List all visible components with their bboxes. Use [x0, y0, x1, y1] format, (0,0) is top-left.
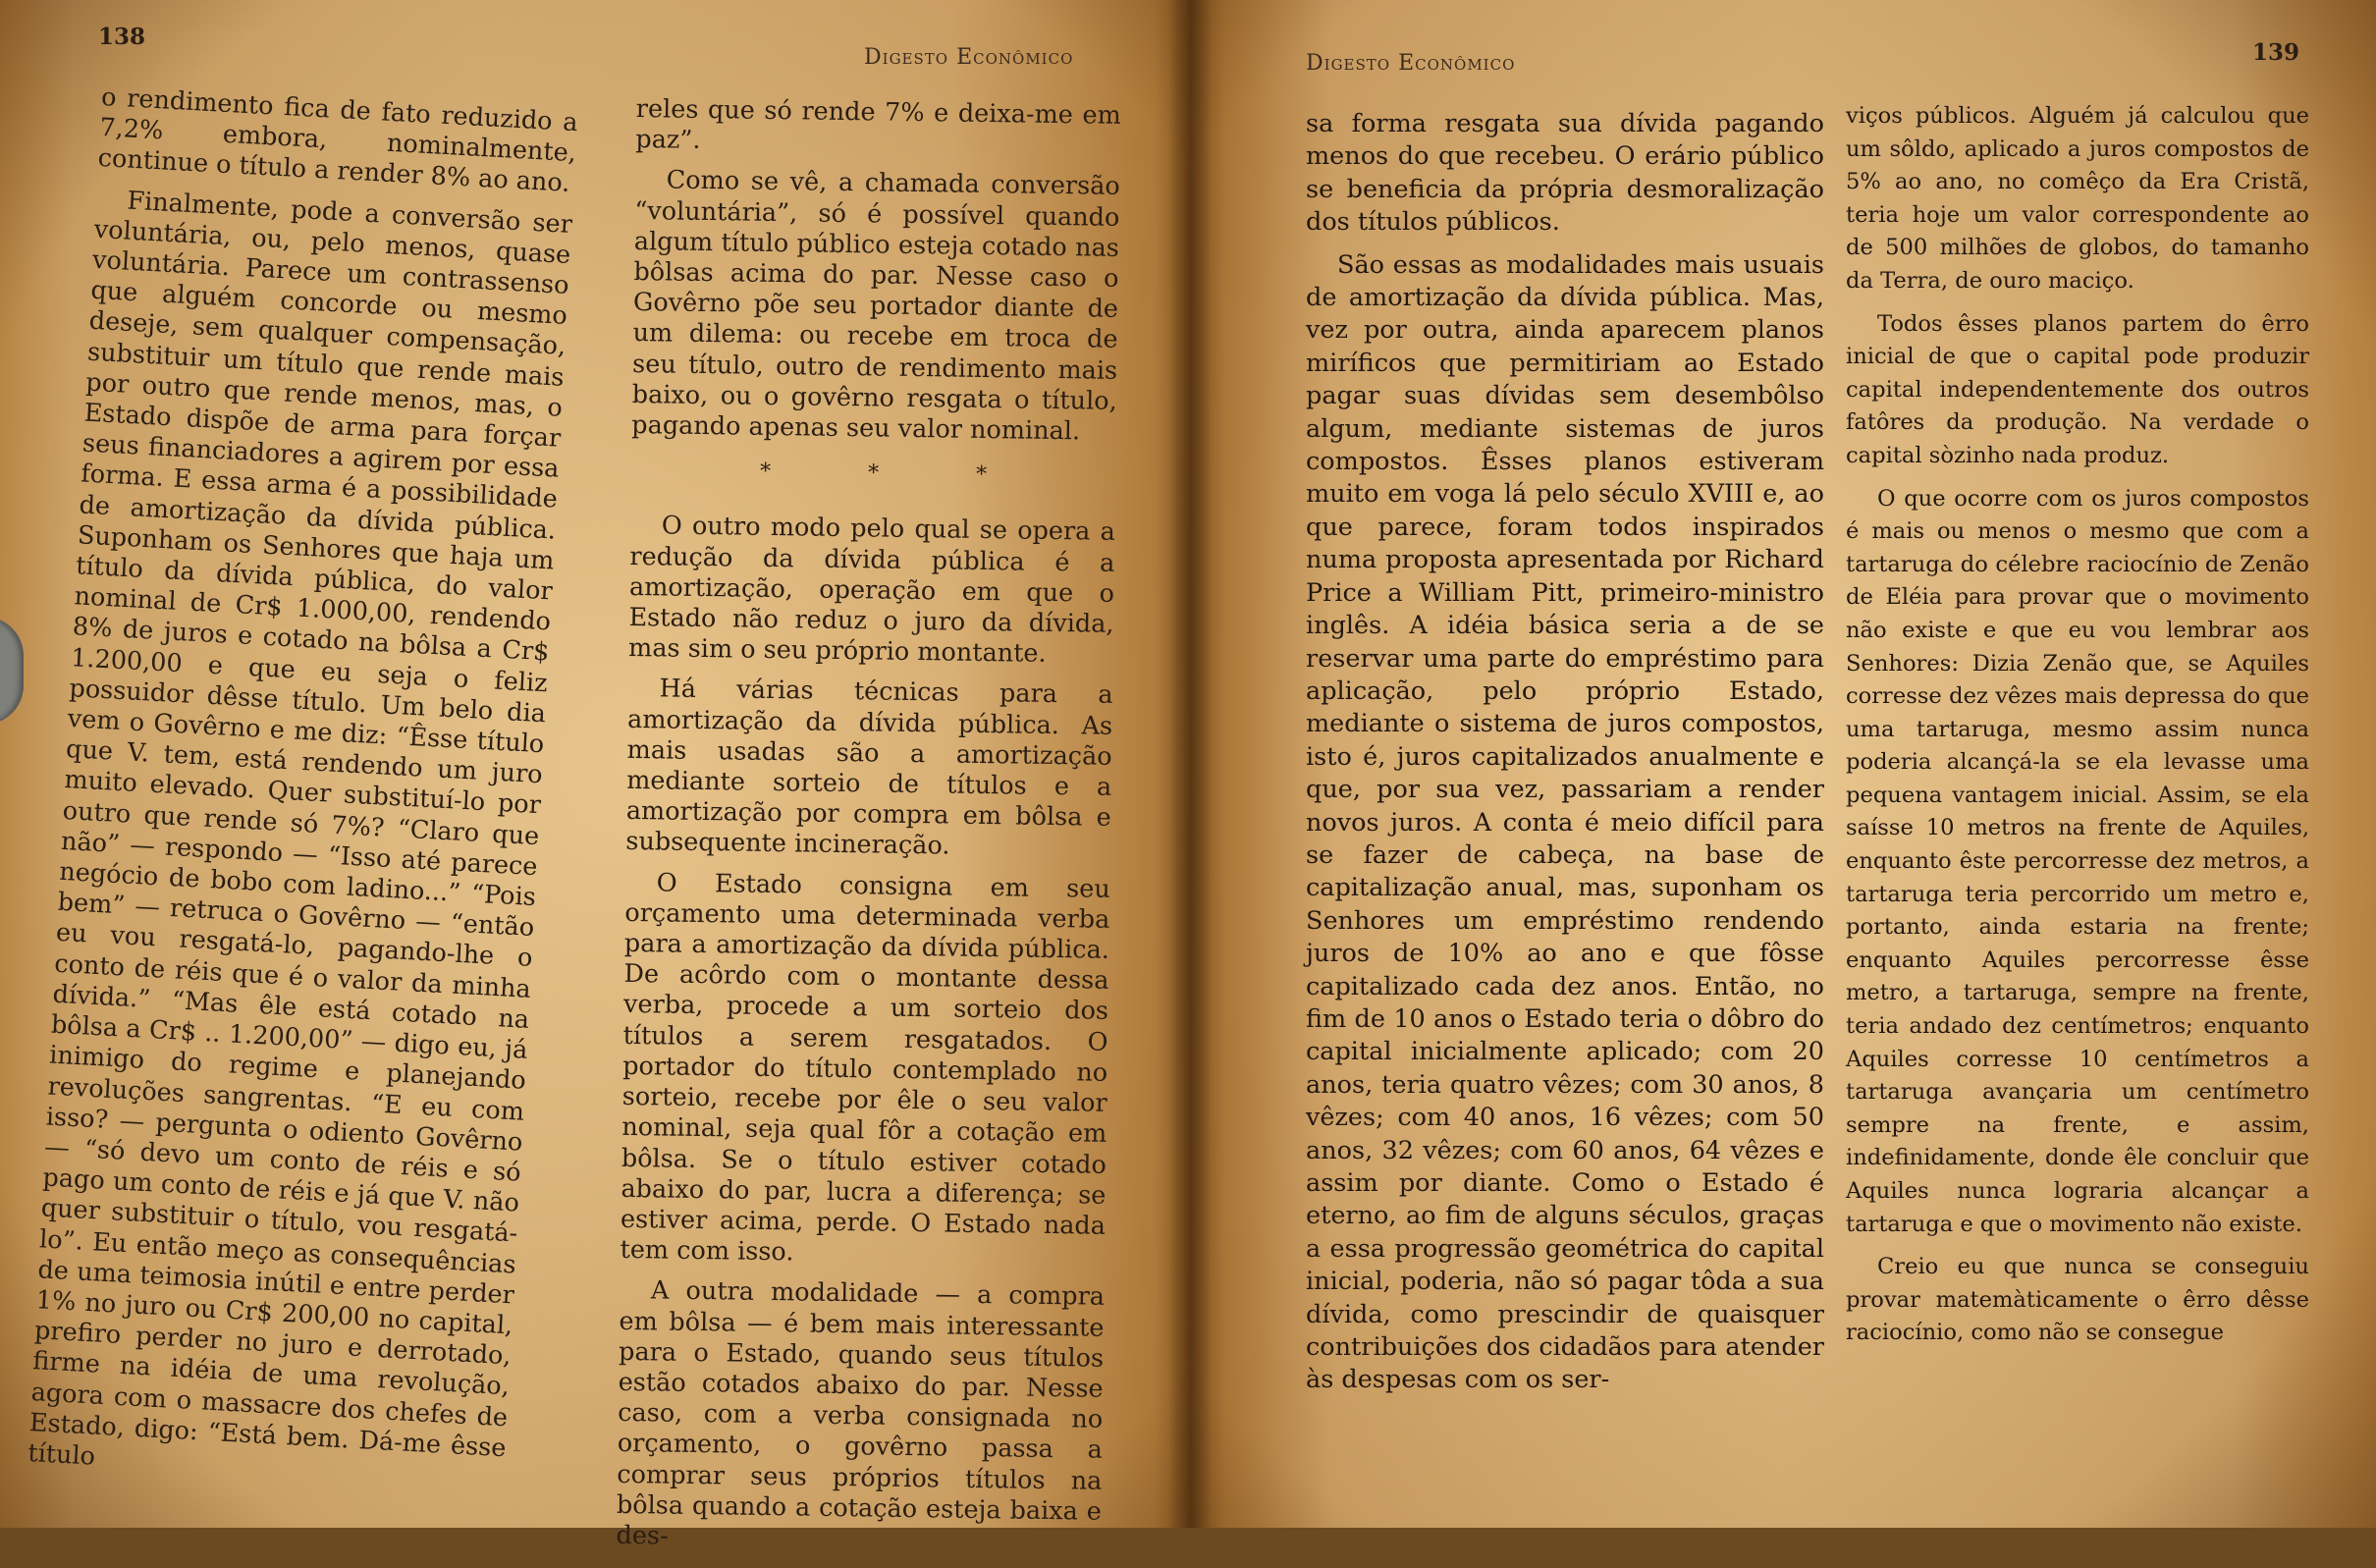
left-page-column-2	[616, 94, 1121, 1568]
paragraph: Finalmente, pode a conversão ser voluntária, ou, pelo menos, quase voluntária. Parece um contrassenso que alguém concorde ou mesmo deseje, sem qualquer compensação, substituir um título que rende mais por outro que rende menos, mas, o Estado dispõe de arma para forçar seus financiadores a agirem por essa forma. E essa arma é a possibilidade de amortização da dívida pública. Suponham os Senhores que haja um título da dívida pública, do valor nominal de Cr$ 1.000,00, rendendo 8% de juros e cotado na bôlsa a Cr$ 1.200,00 e que eu seja o feliz possuidor dêsse título. Um belo dia vem o Govêrno e me diz: “Êsse título que V. tem, está rendendo um juro muito elevado. Quer substituí-lo por outro que rende só 7%? “Claro que não” — respondo — “Isso até parece negócio de bobo com ladino...” “Pois bem” — retruca o Govêrno — “então eu vou resgatá-lo, pagando-lhe o conto de réis que é o valor da minha dívida.” “Mas êle está cotado na bôlsa a Cr$ .. 1.200,00” — digo eu, já inimigo do regime e planejando revoluções sangrentas. “E eu com isso? — pergunta o odiento Govêrno — “só devo um conto de réis e só pago um conto de réis e já que V. não quer substituir o título, vou resgatá-lo”. Eu então meço as consequências de uma teimosia inútil e entre perder 1% no juro ou Cr$ 200,00 no capital, prefiro perder no juro e derrotado, firme na idéia de uma revolução, agora com o massacre dos chefes de Estado, digo: “Está bem. Dá-me êsse título	[27, 186, 573, 1472]
running-head-right: Digesto Econômico	[1306, 51, 1516, 76]
paragraph: reles que só rende 7% e deixa-me em paz”.	[635, 94, 1121, 156]
paragraph: sa forma resgata sua dívida pagando menos do que recebeu. O erário público se beneficia da própria desmoralização dos títulos públicos.	[1306, 109, 1824, 238]
page-tab-marker	[0, 617, 24, 725]
paragraph: Creio eu que nunca se conseguiu provar matemàticamente o êrro dêsse raciocínio, como não se consegue	[1846, 1254, 2309, 1346]
right-page-column-1	[1306, 108, 1824, 1407]
left-page-column-1	[27, 82, 578, 1504]
paragraph: o rendimento fica de fato reduzido a 7,2% embora, nominalmente, continue o título a render 8% ao ano.	[97, 82, 579, 199]
running-head-left: Digesto Econômico	[864, 45, 1074, 70]
paragraph: A outra modalidade — a compra em bôlsa — é bem mais interessante para o Estado, quando seus títulos estão cotados abaixo do par. Nesse caso, com a verba consignada no orçamento, o govêrno passa a comprar seus próprios títulos na bôlsa quando a cotação esteja baixa e des-	[616, 1275, 1106, 1551]
page-number-right: 139	[2252, 39, 2300, 66]
paragraph: O outro modo pelo qual se opera a redução da dívida pública é a amortização, operação em que o Estado não reduz o juro da dívida, mas sim o seu próprio montante.	[627, 511, 1116, 670]
page-number-left: 138	[98, 24, 146, 50]
left-page	[0, 0, 1190, 1551]
paragraph: Todos êsses planos partem do êrro inicial de que o capital pode produzir capital independentemente dos outros fatôres da produção. Na verdade o capital sòzinho nada produz.	[1846, 310, 2309, 468]
paragraph: São essas as modalidades mais usuais de amortização da dívida pública. Mas, vez por outra, ainda aparecem planos miríficos que permitiriam ao Estado pagar suas dívidas sem desembôlso algum, mediante sistemas de juros compostos. Êsses planos estiveram muito em voga lá pelo século XVIII e, ao que parece, foram todos inspirados numa proposta apresentada por Richard Price a William Pitt, primeiro-ministro inglês. A idéia básica seria a de se reservar uma parte do empréstimo para aplicação, pelo próprio Estado, mediante o sistema de juros compostos, isto é, juros capitalizados anualmente e que, por sua vez, passariam a render novos juros. A conta é meio difícil para se fazer de cabeça, na base de capitalização anual, mas, suponham os Senhores um empréstimo rendendo juros de 10% ao ano e que fôsse capitalizado cada dez anos. Então, no fim de 10 anos o Estado teria o dôbro do capital inicialmente aplicado; com 20 anos, teria quatro vêzes; com 30 anos, 8 vêzes; com 40 anos, 16 vêzes; com 50 anos, 32 vêzes; com 60 anos, 64 vêzes e assim por diante. Como o Estado é eterno, ao fim de alguns séculos, graças a essa progressão geométrica do capital inicial, poderia, não só pagar tôda a sua dívida, como prescindir de quaisquer contribuições dos cidadãos para atender às despesas com os ser-	[1306, 249, 1824, 1395]
paragraph: O Estado consigna em seu orçamento uma determinada verba para a amortização da dívida pública. De acôrdo com o montante dessa verba, procede a um sorteio dos títulos a serem resgatados. O portador do título contemplado no sorteio, recebe por êle o seu valor nominal, seja qual fôr a cotação em bôlsa. Se o título estiver cotado abaixo do par, lucra a diferença; se estiver acima, perde. O Estado nada tem com isso.	[620, 868, 1110, 1268]
paragraph: Há várias técnicas para a amortização da dívida pública. As mais usadas são a amortização mediante sorteio de títulos e a amortização por compra em bôlsa e subsequente incineração.	[625, 674, 1113, 862]
book-gutter	[1168, 0, 1212, 1528]
section-break-stars: * * *	[759, 460, 1033, 488]
right-page	[1190, 0, 2376, 1528]
paragraph: viços públicos. Alguém já calculou que um sôldo, aplicado a juros compostos de 5% ao ano, no comêço da Era Cristã, teria hoje um valor correspondente ao de 500 milhões de globos, do tamanho da Terra, de ouro maciço.	[1846, 103, 2309, 294]
paragraph: O que ocorre com os juros compostos é mais ou menos o mesmo que com a tartaruga do célebre raciocínio de Zenão de Eléia para provar que o movimento não existe e que eu vou lembrar aos Senhores: Dizia Zenão que, se Aquiles corresse dez vêzes mais depressa do que uma tartaruga, mesmo assim nunca poderia alcançá-la se ela levasse uma pequena vantagem inicial. Assim, se ela saísse 10 metros na frente de Aquiles, enquanto êste percorresse dez metros, a tartaruga teria percorrido um metro e, portanto, ainda estaria na frente; enquanto Aquiles percorresse êsse metro, a tartaruga, sempre na frente, teria andado dez centímetros; enquanto Aquiles corresse 10 centímetros a tartaruga avançaria um centímetro sempre na frente, e assim, indefinidamente, donde êle concluir que Aquiles nunca lograria alcançar a tartaruga e que o movimento não existe.	[1846, 485, 2309, 1237]
paragraph: Como se vê, a chamada conversão “voluntária”, só é possível quando algum título público esteja cotado nas bôlsas acima do par. Nesse caso o Govêrno põe seu portador diante de um dilema: ou recebe em troca de seu título, outro de rendimento mais baixo, ou o govêrno resgata o título, pagando apenas seu valor nominal.	[631, 165, 1120, 447]
right-page-column-2	[1846, 100, 2309, 1360]
